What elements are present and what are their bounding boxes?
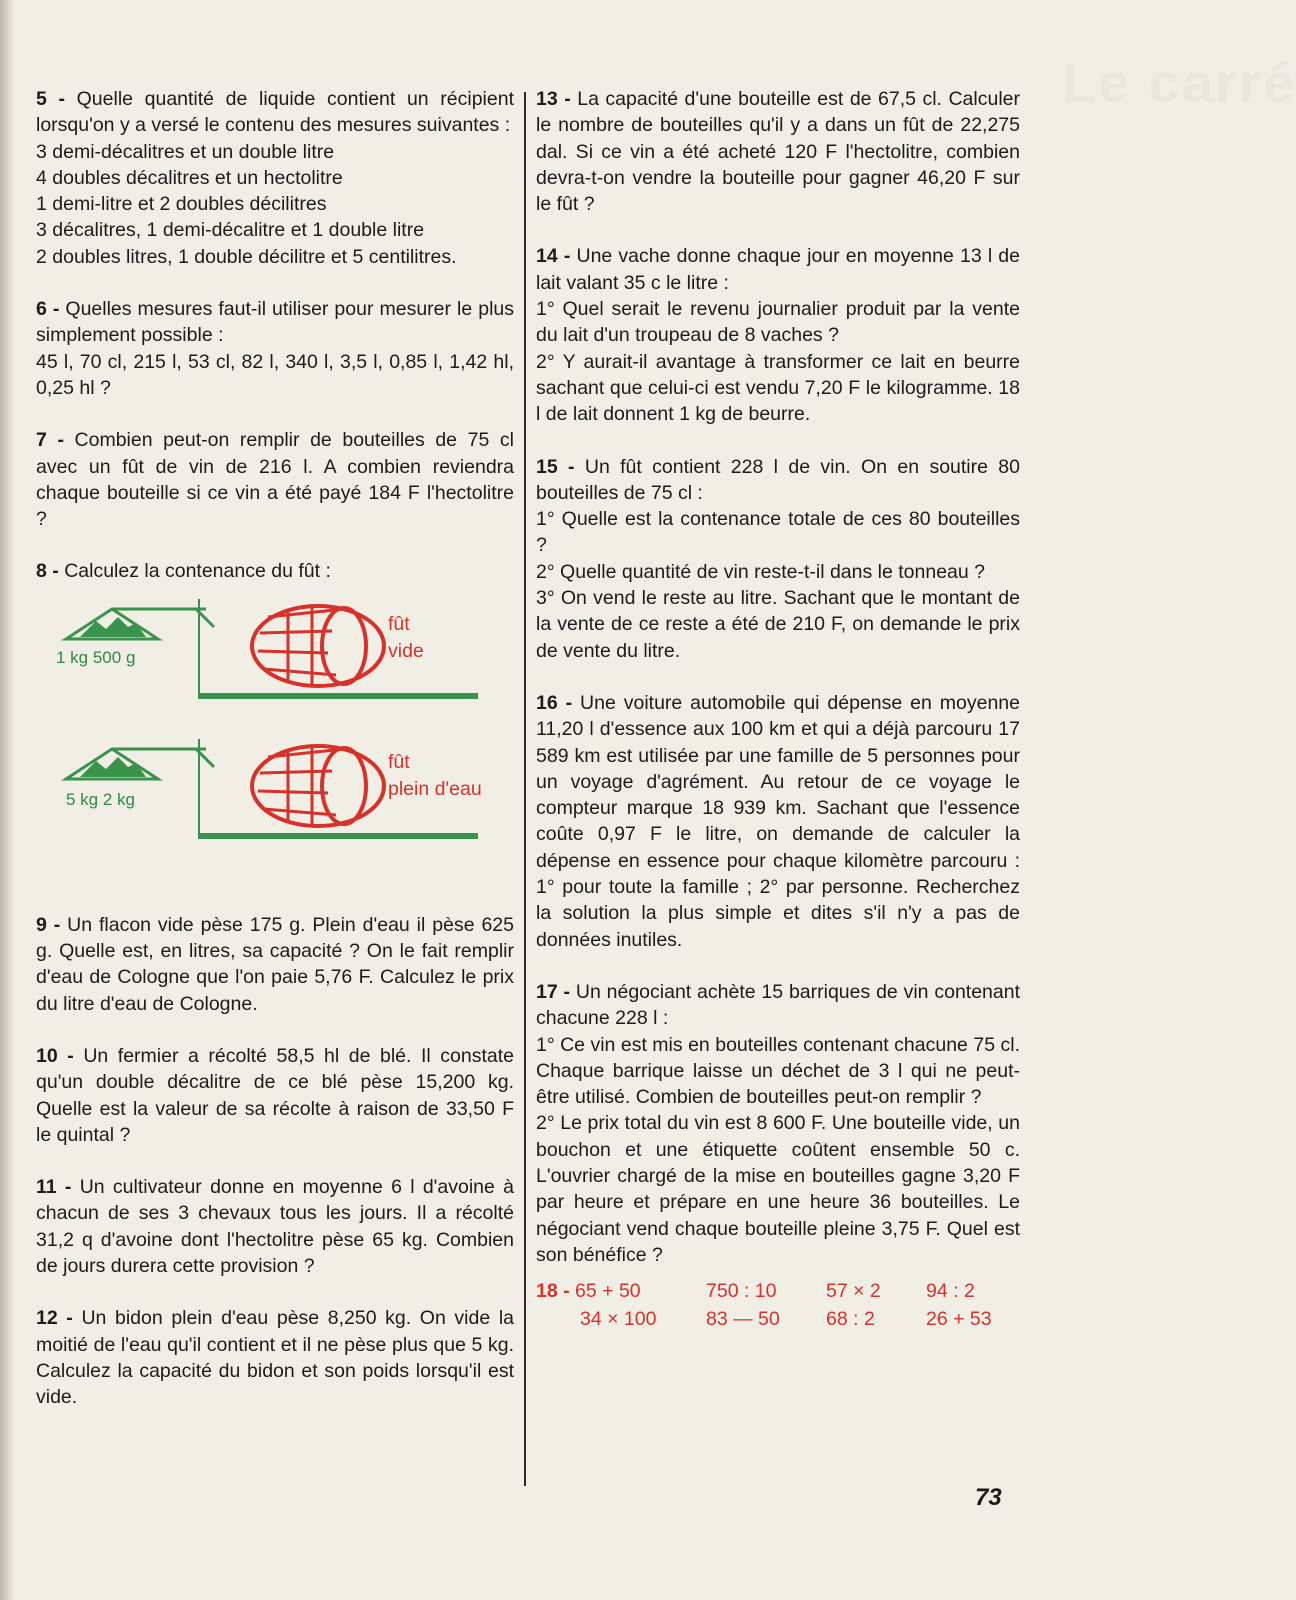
exercise-text: Un fût contient 228 l de vin. On en soutire 80 bouteilles de 75 cl : (536, 455, 1020, 504)
list-item: 4 doubles décalitres et un hectolitre (36, 166, 343, 189)
barrel-label: fût plein d'eau (388, 750, 482, 800)
barrel-icon (248, 741, 388, 831)
exercise-12 (36, 1305, 514, 1410)
question: 2° Le prix total du vin est 8 600 F. Une bouteille vide, un bouchon et une étiquette coûtent ensemble 50 c. L'ouvrier chargé de la mise en bouteilles gagne 3,20 F par heure et prépare en une heure 36 bouteilles. Le négociant vend chaque bouteille pleine 3,75 F. Quel est son bénéfice ? (536, 1112, 1020, 1266)
barrel-diagram (36, 591, 514, 896)
question: 1° Quel serait le revenu journalier produit par la vente du lait d'un troupeau de 8 vaches ? (536, 298, 1020, 347)
exercise-text: Un bidon plein d'eau pèse 8,250 kg. On vide la moitié de l'eau qu'il contient et il ne pèse plus que 5 kg. Calculez la capacité du bidon et son poids lorsqu'il est vide. (36, 1307, 514, 1409)
exercise-number: 13 - (536, 88, 571, 110)
calc-item: 94 : 2 (926, 1280, 975, 1303)
exercise-text: Un cultivateur donne en moyenne 6 l d'avoine à chacun de ses 3 chevaux tous les jours. Il a récolté 31,2 q d'avoine dont l'hectolitre pèse 65 kg. Combien de jours durera cette provision ? (36, 1176, 515, 1278)
calc-item: 34 × 100 (580, 1308, 657, 1331)
exercise-number: 9 - (36, 913, 61, 936)
scale-pan-icon (66, 601, 216, 641)
question: 3° On vend le reste au litre. Sachant que le montant de la vente de ce reste a été de 210 F, on demande le prix de vente du litre. (536, 587, 1020, 662)
calc-item: 26 + 53 (926, 1308, 992, 1331)
exercise-10 (36, 1043, 514, 1148)
exercise-number: 6 - (36, 298, 60, 321)
exercise-text: Calculez la contenance du fût : (64, 560, 331, 583)
exercise-number: 17 - (536, 980, 571, 1003)
exercise-11 (36, 1174, 514, 1279)
question: 2° Quelle quantité de vin reste-t-il dans le tonneau ? (536, 560, 985, 583)
weights-label: 5 kg 2 kg (66, 789, 135, 809)
column-divider (524, 92, 526, 1486)
calc-item: 83 — 50 (706, 1308, 780, 1331)
exercise-number: 12 - (36, 1307, 73, 1330)
exercise-text: Un négociant achète 15 barriques de vin contenant chacune 228 l : (536, 980, 1021, 1030)
list-item: 3 décalitres, 1 demi-décalitre et 1 double litre (36, 219, 425, 242)
question: 1° Quelle est la contenance totale de ces 80 bouteilles ? (536, 508, 1020, 557)
exercise-9 (36, 912, 514, 1017)
exercise-text: Quelle quantité de liquide contient un récipient lorsqu'on y a versé le contenu des mesures suivantes : (36, 88, 514, 137)
left-column (36, 86, 514, 1437)
exercise-7 (36, 427, 514, 532)
right-column (536, 86, 1020, 1333)
exercise-values: 45 l, 70 cl, 215 l, 53 cl, 82 l, 340 l, 3,5 l, 0,85 l, 1,42 hl, 0,25 hl ? (36, 350, 514, 399)
calc-item: 65 + 50 (575, 1280, 641, 1303)
bleed-through-title: Le carré (1062, 51, 1296, 114)
calc-item: 57 × 2 (826, 1280, 881, 1303)
exercise-14 (536, 243, 1020, 427)
exercise-15 (536, 454, 1020, 664)
barrel-label: fût vide (388, 612, 424, 662)
exercise-number: 18 - (536, 1280, 570, 1303)
exercise-number: 7 - (36, 429, 64, 452)
exercise-number: 16 - (536, 691, 573, 714)
barrel-icon (248, 601, 388, 691)
exercise-number: 11 - (36, 1176, 72, 1199)
exercise-number: 8 - (36, 560, 59, 583)
exercise-text: Combien peut-on remplir de bouteilles de 75 cl avec un fût de vin de 216 l. A combien reviendra chaque bouteille si ce vin a été payé 184 F l'hectolitre ? (36, 429, 514, 531)
question: 2° Y aurait-il avantage à transformer ce lait en beurre sachant que celui-ci est vendu 7,20 F le kilogramme. 18 l de lait donnent 1 kg de beurre. (536, 350, 1020, 426)
calc-item: 750 : 10 (706, 1280, 777, 1303)
list-item: 1 demi-litre et 2 doubles décilitres (36, 193, 327, 216)
exercise-text: Un flacon vide pèse 175 g. Plein d'eau il pèse 625 g. Quelle est, en litres, sa capacité ? On le fait remplir d'eau de Cologne que l'on paie 5,76 F. Calculez le prix du litre d'eau de Cologne. (36, 913, 514, 1015)
exercise-number: 14 - (536, 245, 571, 268)
list-item: 2 doubles litres, 1 double décilitre et 5 centilitres. (36, 245, 457, 268)
question: 1° Ce vin est mis en bouteilles contenant chacune 75 cl. Chaque barrique laisse un déchet de 3 l qui ne peut-être utilisé. Combien de bouteilles peut-on remplir ? (536, 1033, 1020, 1109)
exercise-number: 5 - (36, 88, 65, 110)
exercise-text: Un fermier a récolté 58,5 hl de blé. Il constate qu'un double décalitre de ce blé pèse 15,200 kg. Quelle est la valeur de sa récolte à raison de 33,50 F le quintal ? (36, 1044, 514, 1146)
exercise-text: Une vache donne chaque jour en moyenne 13 l de lait valant 35 c le litre : (536, 245, 1020, 294)
exercise-text: Quelles mesures faut-il utiliser pour mesurer le plus simplement possible : (36, 298, 514, 347)
exercise-text: Une voiture automobile qui dépense en moyenne 11,20 l d'essence aux 100 km et qui a déjà parcouru 17 589 km est utilisée par une famille de 5 personnes pour un voyage d'agrément. Au retour de ce voyage le compteur marque 18 939 km. Sachant que l'essence coûte 0,97 F le litre, on demande de calculer la dépense en essence pour chaque kilomètre parcouru : 1° pour toute la famille ; 2° par personne. Recherchez la solution la plus simple et dites s'il n'y a pas de données inutiles. (536, 691, 1020, 951)
list-item: 3 demi-décalitres et un double litre (36, 140, 335, 163)
exercise-number: 15 - (536, 455, 575, 478)
exercise-6 (36, 296, 514, 401)
exercise-17 (536, 979, 1020, 1268)
weights-label: 1 kg 500 g (56, 647, 136, 667)
exercise-13 (536, 86, 1020, 217)
exercise-text: La capacité d'une bouteille est de 67,5 cl. Calculer le nombre de bouteilles qu'il y a dans un fût de 22,275 dal. Si ce vin a été acheté 120 F l'hectolitre, combien devra-t-on vendre la bouteille pour gagner 46,20 F sur le fût ? (536, 88, 1021, 216)
exercise-8 (36, 558, 514, 584)
exercise-number: 10 - (36, 1044, 74, 1067)
calc-item: 68 : 2 (826, 1308, 875, 1331)
exercise-5 (36, 86, 514, 270)
page-binding-shadow (0, 0, 14, 1600)
exercise-18-mental-calculation (536, 1278, 1020, 1333)
page-number: 73 (975, 1484, 1002, 1511)
scale-pan-icon (66, 741, 216, 781)
exercise-16 (536, 690, 1020, 953)
